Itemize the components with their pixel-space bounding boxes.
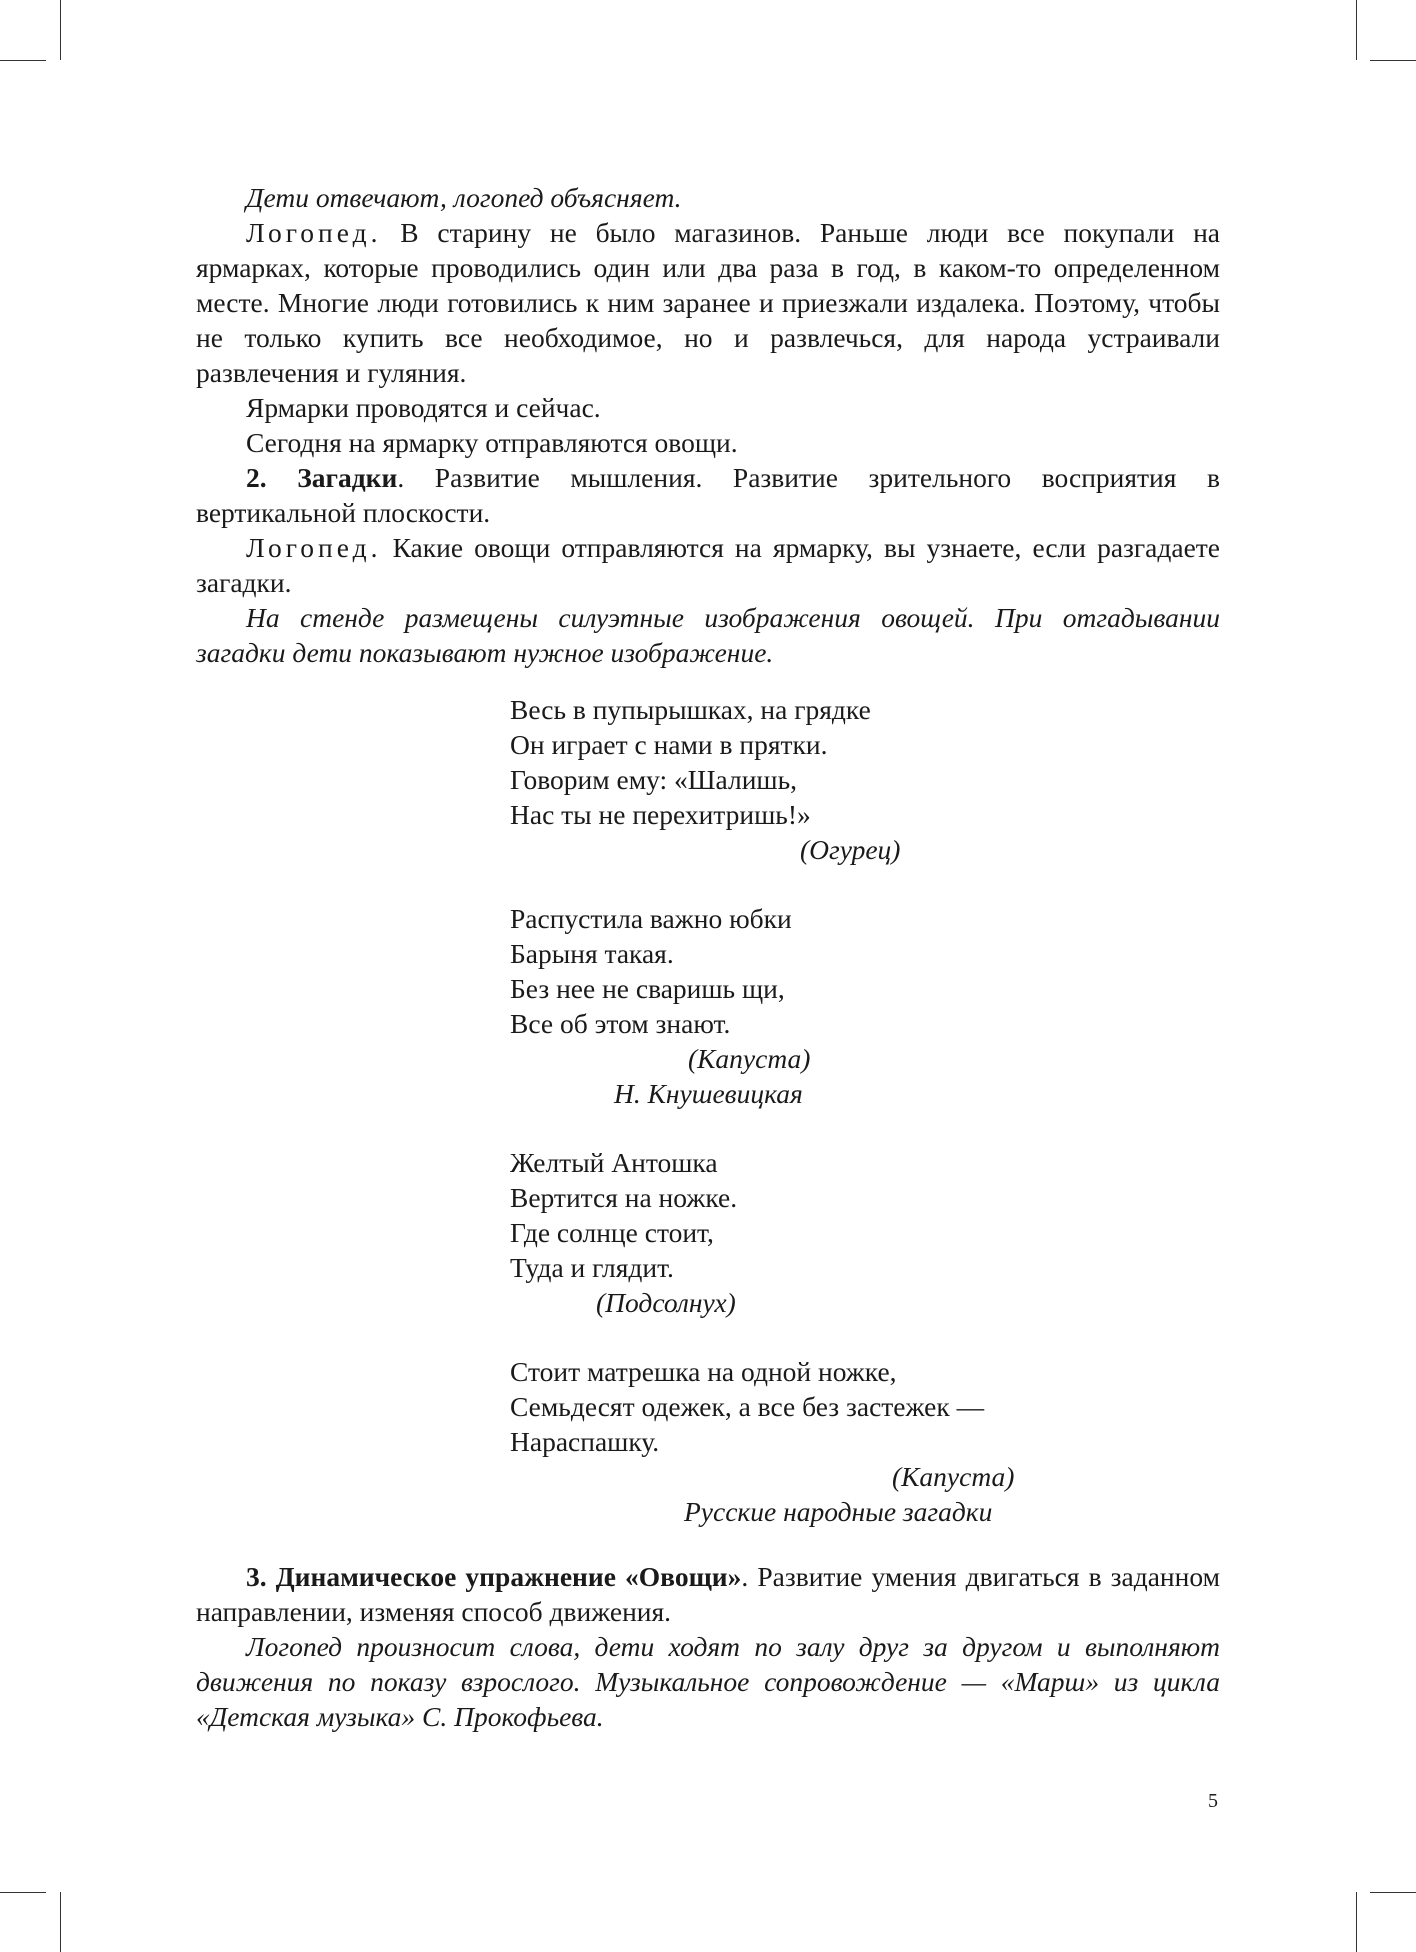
riddle-author: Русские народные загадки (684, 1496, 993, 1527)
paragraph-fairs (196, 215, 1220, 390)
riddle-line: Без нее не сваришь щи, (510, 973, 785, 1004)
page-content (196, 180, 1220, 1734)
paragraph-stand-note: На стенде размещены силуэтные изображения овощей. При отгадывании загадки дети показывают нужное изображение. (196, 602, 1220, 668)
paragraph-text: . Развитие мышления. Развитие зрительного восприятия в вертикальной плоскости. (196, 462, 1220, 528)
riddle-line: Он играет с нами в прятки. (510, 729, 828, 760)
riddle-cucumber (510, 692, 1220, 867)
speaker-label: Логопед. (246, 532, 382, 563)
speaker-label: Логопед. (246, 217, 382, 248)
section-heading: 2. Загадки (246, 462, 398, 493)
paragraph-riddles-intro (196, 530, 1220, 600)
riddle-line: Туда и глядит. (510, 1252, 674, 1283)
riddle-line: Семьдесят одежек, а все без застежек — (510, 1391, 985, 1422)
riddle-line: Говорим ему: «Шалишь, (510, 764, 798, 795)
riddle-matryoshka-cabbage (510, 1354, 1220, 1529)
riddle-answer: (Огурец) (800, 834, 901, 865)
paragraph-exercise-note: Логопед произносит слова, дети ходят по залу друг за другом и выполняют движения по показу взрослого. Музыкальное сопровождение — «Марш» из цикла «Детская музыка» С. Прокофьева. (196, 1631, 1220, 1732)
paragraph-text: В старину не было магазинов. Раньше люди все покупали на ярмарках, которые проводились один или два раза в год, в каком-то определенном месте. Многие люди готовились к ним заранее и приезжали издалека. Поэтому, чтобы не только купить все необходимое, но и развлечься, для народа устраивали развлечения и гуляния. (196, 217, 1220, 388)
riddle-line: Нас ты не перехитришь!» (510, 799, 811, 830)
riddle-line: Желтый Антошка (510, 1147, 718, 1178)
riddle-line: Барыня такая. (510, 938, 674, 969)
section-heading: 3. Динамическое упражнение «Овощи» (246, 1561, 742, 1592)
paragraph-text: . Развитие умения двигаться в заданном направлении, изменяя способ движения. (196, 1561, 1220, 1627)
riddle-line: Нараспашку. (510, 1426, 660, 1457)
riddle-answer: (Капуста) (892, 1461, 1015, 1492)
crop-mark (1370, 1892, 1416, 1893)
crop-mark (0, 60, 46, 61)
crop-mark (60, 1892, 61, 1952)
crop-mark (1356, 0, 1357, 60)
section-exercise (196, 1559, 1220, 1629)
paragraph-text: Какие овощи отправляются на ярмарку, вы узнаете, если разгадаете загадки. (196, 532, 1220, 598)
paragraph-children-answer: Дети отвечают, логопед объясняет. (246, 182, 682, 213)
crop-mark (60, 0, 61, 60)
riddle-answer: (Подсолнух) (596, 1287, 736, 1318)
riddle-line: Распустила важно юбки (510, 903, 792, 934)
riddle-line: Все об этом знают. (510, 1008, 731, 1039)
riddle-line: Стоит матрешка на одной ножке, (510, 1356, 897, 1387)
riddle-author: Н. Кнушевицкая (614, 1078, 803, 1109)
riddle-line: Где солнце стоит, (510, 1217, 714, 1248)
crop-mark (1370, 60, 1416, 61)
crop-mark (1356, 1892, 1357, 1952)
section-riddles (196, 460, 1220, 530)
riddle-line: Вертится на ножке. (510, 1182, 738, 1213)
paragraph-fairs-now: Ярмарки проводятся и сейчас. (246, 392, 601, 423)
riddles-block (510, 692, 1220, 1529)
crop-mark (0, 1892, 46, 1893)
riddle-line: Весь в пупырышках, на грядке (510, 694, 871, 725)
paragraph-vegetables: Сегодня на ярмарку отправляются овощи. (246, 427, 738, 458)
riddle-cabbage (510, 901, 1220, 1111)
riddle-sunflower (510, 1145, 1220, 1320)
page-number: 5 (1208, 1790, 1218, 1812)
riddle-answer: (Капуста) (688, 1043, 811, 1074)
